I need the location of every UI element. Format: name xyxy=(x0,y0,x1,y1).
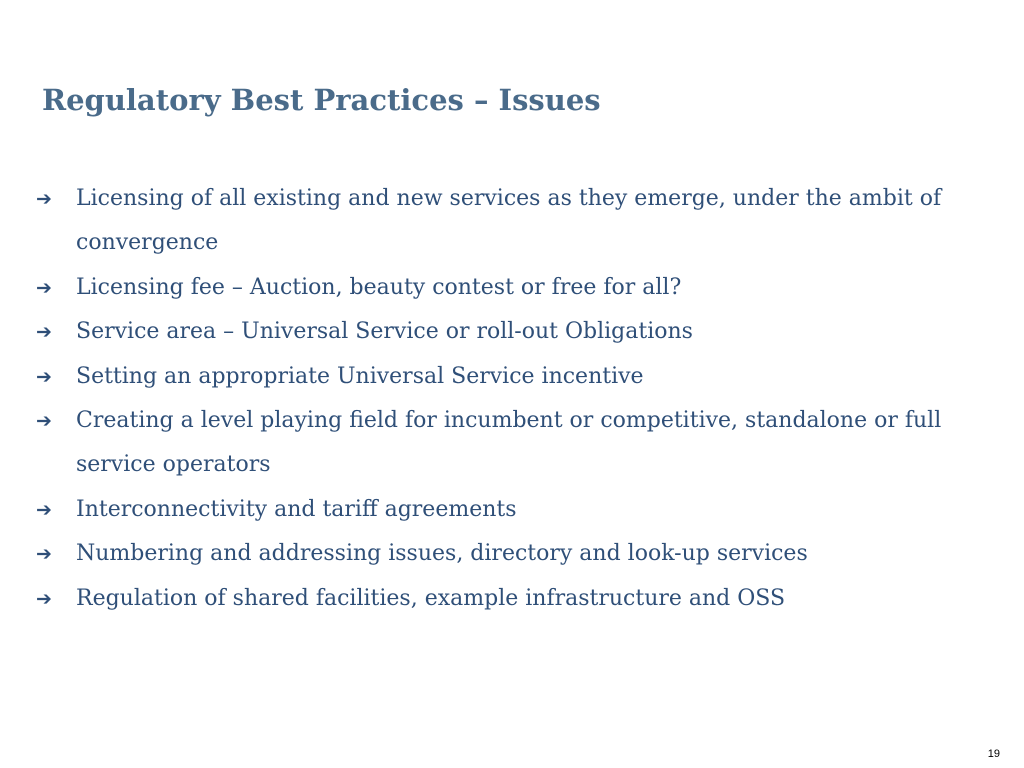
bullet-text: Numbering and addressing issues, directory and look-up services xyxy=(76,541,808,567)
bullet-text: Licensing of all existing and new services as they emerge, under the ambit of convergence xyxy=(76,186,942,256)
list-item xyxy=(36,532,986,576)
bullet-text: Interconnectivity and tariff agreements xyxy=(76,496,517,522)
bullet-text: Creating a level playing field for incumbent or competitive, standalone or full service operators xyxy=(76,408,942,478)
circled-arrow-right-icon: ➔ xyxy=(36,543,52,566)
list-item xyxy=(36,310,986,354)
slide-title: Regulatory Best Practices – Issues xyxy=(42,83,601,117)
page-number: 19 xyxy=(987,748,1000,760)
bullet-text: Service area – Universal Service or roll-out Obligations xyxy=(76,319,693,345)
list-item xyxy=(36,488,986,532)
bullet-list xyxy=(36,177,986,621)
circled-arrow-right-icon: ➔ xyxy=(36,498,52,521)
circled-arrow-right-icon: ➔ xyxy=(36,188,52,210)
list-item xyxy=(36,266,986,310)
bullet-text: Setting an appropriate Universal Service incentive xyxy=(76,363,644,389)
bullet-text: Licensing fee – Auction, beauty contest or free for all? xyxy=(76,274,682,300)
list-item xyxy=(36,399,986,488)
circled-arrow-right-icon: ➔ xyxy=(36,365,52,388)
bullet-text: Regulation of shared facilities, example infrastructure and OSS xyxy=(76,585,786,611)
list-item xyxy=(36,355,986,399)
circled-arrow-right-icon: ➔ xyxy=(36,276,52,299)
circled-arrow-right-icon: ➔ xyxy=(36,321,52,344)
list-item xyxy=(36,577,986,621)
circled-arrow-right-icon: ➔ xyxy=(36,587,52,610)
circled-arrow-right-icon: ➔ xyxy=(36,410,52,433)
list-item xyxy=(36,177,986,266)
